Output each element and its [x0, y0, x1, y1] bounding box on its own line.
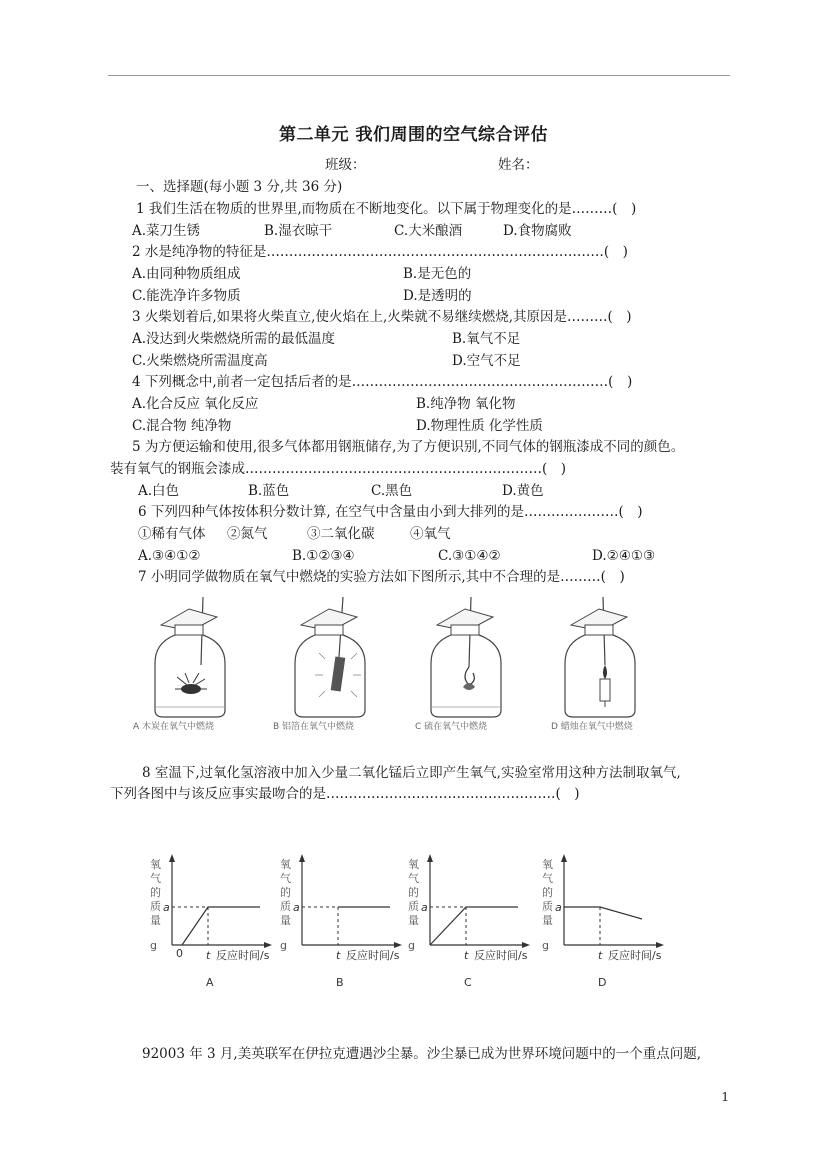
graph-a-ylabel-char: 量 — [150, 914, 161, 927]
graph-d-a-label: a — [555, 901, 562, 914]
graph-a-x-arrow — [264, 942, 272, 948]
jar-b-aluminum-foil — [273, 597, 365, 732]
graph-c-ylabel-unit: g — [408, 939, 415, 952]
graph-c-a-label: a — [421, 901, 428, 914]
graph-d-ylabel-char: 气 — [542, 872, 553, 885]
q6-item-1: ①稀有气体 — [138, 526, 206, 542]
q3-option-c: C.火柴燃烧所需温度高 — [132, 353, 268, 369]
graph-a-origin: 0 — [176, 947, 183, 960]
q2-option-d: D.是透明的 — [403, 288, 472, 304]
name-label: 姓名： — [498, 157, 539, 173]
graph-a-ylabel-char: 气 — [150, 872, 161, 885]
graph-b-xlabel: 反应时间/s — [346, 949, 400, 962]
q6-stem: 6 下列四种气体按体积分数计算, 在空气中含量由小到大排列的是…………………( ) — [138, 504, 643, 520]
graph-a-curve — [182, 907, 260, 945]
q9-stem: 92003 年 3 月,美英联军在伊拉克遭遇沙尘暴。沙尘暴已成为世界环境问题中的一个重点问题, — [142, 1046, 701, 1062]
q1-stem: 1 我们生活在物质的世界里,而物质在不断地变化。以下属于物理变化的是………( ) — [136, 201, 637, 217]
graph-d-xlabel: 反应时间/s — [608, 949, 662, 962]
q1-option-b: B.湿衣晾干 — [264, 223, 333, 239]
jar-d-candle — [551, 597, 635, 732]
graph-a-t-label: t — [206, 949, 211, 962]
q6-item-4: ④氧气 — [410, 526, 451, 542]
combustion-jars-figure — [125, 595, 645, 735]
page-number: 1 — [721, 1090, 729, 1104]
jar-c-sulfur — [415, 597, 501, 732]
graph-c-y-arrow — [427, 854, 433, 862]
q5-option-b: B.蓝色 — [248, 483, 290, 499]
q5-option-d: D.黄色 — [502, 483, 544, 499]
q1-option-a: A.菜刀生锈 — [132, 223, 201, 239]
q8-stem-line2: 下列各图中与该反应事实最吻合的是……………………………………………( ) — [110, 786, 580, 802]
graph-d-x-arrow — [656, 942, 664, 948]
q8-stem-line1: 8 室温下,过氧化氢溶液中加入少量二氧化锰后立即产生氧气,实验室常用这种方法制取氧气, — [142, 765, 681, 781]
q7-stem: 7 小明同学做物质在氧气中燃烧的实验方法如下图所示,其中不合理的是………( ) — [138, 569, 625, 585]
graph-d-y-arrow — [561, 854, 567, 862]
q5-stem-line2: 装有氧气的钢瓶会漆成…………………………………………………………( ) — [110, 461, 567, 477]
jar-a-caption: A 木炭在氧气中燃烧 — [133, 722, 215, 732]
jar-d-caption: D 蜡烛在氧气中燃烧 — [551, 722, 633, 732]
graph-c-t-label: t — [464, 949, 469, 962]
q4-option-b: B.纯净物 氧化物 — [416, 396, 516, 412]
graph-a-xlabel: 反应时间/s — [216, 949, 270, 962]
q1-option-c: C.大米酿酒 — [394, 223, 463, 239]
graph-a-a-label: a — [163, 901, 170, 914]
graph-c-label: C — [464, 976, 472, 989]
q2-stem: 2 水是纯净物的特征是…………………………………………………………………( ) — [132, 244, 628, 260]
graph-d-label: D — [598, 976, 607, 989]
graph-d-ylabel-char: 质 — [542, 900, 553, 913]
q2-option-b: B.是无色的 — [403, 266, 472, 282]
graph-a-ylabel-unit: g — [150, 939, 157, 952]
graph-d-ylabel-char: 氧 — [542, 858, 553, 871]
graph-b-y-arrow — [299, 854, 305, 862]
section-heading: 一、选择题(每小题 3 分,共 36 分) — [136, 179, 343, 195]
graph-c-ylabel-char: 氧 — [408, 858, 419, 871]
graph-a-ylabel-char: 的 — [150, 886, 161, 899]
graph-b-ylabel-char: 的 — [280, 886, 291, 899]
graph-c-xlabel: 反应时间/s — [474, 949, 528, 962]
q4-option-d: D.物理性质 化学性质 — [416, 418, 543, 434]
graph-b-a-label: a — [293, 901, 300, 914]
graph-b-t-label: t — [336, 949, 341, 962]
graph-c-ylabel-char: 质 — [408, 900, 419, 913]
graph-a-label: A — [206, 976, 214, 989]
graph-b-label: B — [336, 976, 344, 989]
q2-option-c: C.能洗净许多物质 — [132, 288, 241, 304]
oxygen-mass-graphs — [140, 850, 700, 995]
q6-option-b: B.①②③④ — [292, 548, 355, 564]
jar-b-caption: B 铝箔在氧气中燃烧 — [273, 722, 355, 732]
graph-c-ylabel-char: 量 — [408, 914, 419, 927]
q5-option-c: C.黑色 — [371, 483, 413, 499]
graph-b-x-arrow — [394, 942, 402, 948]
graph-d-ylabel-char: 量 — [542, 914, 553, 927]
q6-item-3: ③二氧化碳 — [307, 526, 375, 542]
graph-c-x-arrow — [522, 942, 530, 948]
q3-option-a: A.没达到火柴燃烧所需的最低温度 — [132, 331, 336, 347]
graph-a-ylabel-char: 质 — [150, 900, 161, 913]
q1-option-d: D.食物腐败 — [503, 223, 572, 239]
graph-a-ylabel-char: 氧 — [150, 858, 161, 871]
q6-option-a: A.③④①② — [138, 548, 201, 564]
q2-option-a: A.由同种物质组成 — [132, 266, 241, 282]
class-label: 班级： — [325, 157, 366, 173]
graph-c-ylabel-char: 气 — [408, 872, 419, 885]
q5-option-a: A.白色 — [138, 483, 180, 499]
page-title: 第二单元 我们周围的空气综合评估 — [279, 125, 548, 145]
q4-option-a: A.化合反应 氧化反应 — [132, 396, 259, 412]
jar-a-charcoal — [133, 597, 225, 732]
q3-stem: 3 火柴划着后,如果将火柴直立,使火焰在上,火柴就不易继续燃烧,其原因是………( ) — [132, 309, 632, 325]
q6-item-2: ②氮气 — [227, 526, 268, 542]
jar-c-caption: C 硫在氧气中燃烧 — [415, 722, 488, 732]
graph-b-ylabel-char: 质 — [280, 900, 291, 913]
header-rule — [108, 75, 730, 76]
q6-option-c: C.③①④② — [438, 548, 501, 564]
graph-d-ylabel-char: 的 — [542, 886, 553, 899]
graph-d-curve — [564, 907, 642, 919]
q3-option-b: B.氧气不足 — [452, 331, 521, 347]
graph-b-ylabel-char: 气 — [280, 872, 291, 885]
q3-option-d: D.空气不足 — [452, 353, 521, 369]
q5-stem-line1: 5 为方便运输和使用,很多气体都用钢瓶储存,为了方便识别,不同气体的钢瓶漆成不同的颜色。 — [132, 439, 685, 455]
graph-d-ylabel-unit: g — [542, 939, 549, 952]
graph-b-ylabel-unit: g — [280, 939, 287, 952]
graph-b-ylabel-char: 氧 — [280, 858, 291, 871]
graph-d-t-label: t — [598, 949, 603, 962]
graph-c-curve — [430, 907, 518, 945]
q6-option-d: D.②④①③ — [592, 548, 656, 564]
graph-a-y-arrow — [169, 854, 175, 862]
graph-b-ylabel-char: 量 — [280, 914, 291, 927]
q4-option-c: C.混合物 纯净物 — [132, 418, 232, 434]
q4-stem: 4 下列概念中,前者一定包括后者的是…………………………………………………( ) — [132, 374, 633, 390]
graph-c-ylabel-char: 的 — [408, 886, 419, 899]
